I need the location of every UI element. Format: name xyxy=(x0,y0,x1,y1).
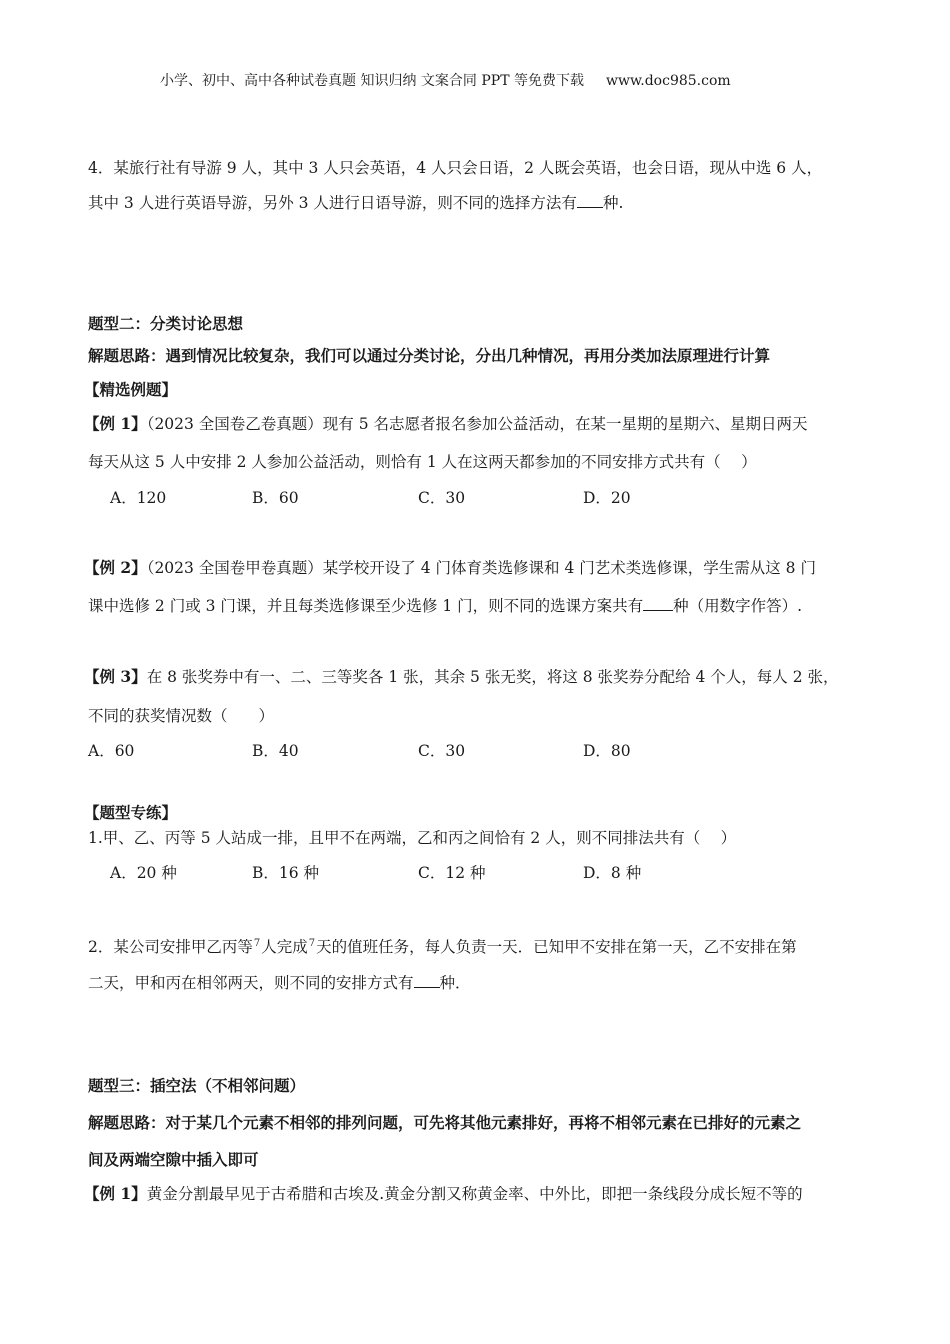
q4-line2-text: 其中 3 人进行英语导游，另外 3 人进行日语导游，则不同的选择方法有 xyxy=(88,194,577,212)
q4-line2-end: 种. xyxy=(602,194,624,212)
answer-blank[interactable] xyxy=(577,193,603,208)
option-d[interactable]: D．8 种 xyxy=(583,864,642,882)
ex1-text: （2023 全国卷乙卷真题）现有 5 名志愿者报名参加公益活动，在某一星期的星期六、星期日两天 xyxy=(146,415,808,433)
ex2-line1 xyxy=(84,558,816,578)
option-c[interactable]: C．12 种 xyxy=(418,864,486,882)
option-d[interactable]: D．80 xyxy=(583,742,631,760)
option-a[interactable]: A．60 xyxy=(88,742,135,760)
p2-text-b: 人完成 xyxy=(261,938,308,956)
section3-idea-line2: 间及两端空隙中插入即可 xyxy=(88,1150,259,1169)
ex2-line2 xyxy=(88,596,802,616)
ex2-line2-text: 课中选修 2 门或 3 门课，并且每类选修课至少选修 1 门，则不同的选课方案共有 xyxy=(88,597,644,615)
p2-line2-text: 二天，甲和丙在相邻两天，则不同的安排方式有 xyxy=(88,974,414,992)
option-c[interactable]: C．30 xyxy=(418,489,466,507)
option-d[interactable]: D．20 xyxy=(583,489,631,507)
q4-line1: 4．某旅行社有导游 9 人，其中 3 人只会英语，4 人只会日语，2 人既会英语，也会日语，现从中选 6 人， xyxy=(88,159,823,177)
ex1-line2: 每天从这 5 人中安排 2 人参加公益活动，则恰有 1 人在这两天都参加的不同安排方式共有（ ） xyxy=(88,453,757,471)
p2-text-c: 天的值班任务，每人负责一天．已知甲不安排在第一天，乙不安排在第 xyxy=(316,938,797,956)
s3-ex1-tag: 【例 1】 xyxy=(84,1184,147,1203)
page-header xyxy=(160,70,731,90)
p1-text: 1.甲、乙、丙等 5 人站成一排，且甲不在两端，乙和丙之间恰有 2 人，则不同排法共有（ ） xyxy=(88,829,737,847)
ex1-tag: 【例 1】 xyxy=(84,414,147,433)
ex3-text: 在 8 张奖券中有一、二、三等奖各 1 张，其余 5 张无奖，将这 8 张奖券分配给 4 个人，每人 2 张， xyxy=(146,668,839,686)
section2-idea: 解题思路：遇到情况比较复杂，我们可以通过分类讨论，分出几种情况，再用分类加法原理进行计算 xyxy=(88,346,771,365)
p2-line2 xyxy=(88,973,471,993)
ex2-line2-end: 种（用数字作答）. xyxy=(673,597,803,615)
q4-line2 xyxy=(88,193,623,213)
option-b[interactable]: B．16 种 xyxy=(252,864,320,882)
practice-heading: 【题型专练】 xyxy=(84,803,178,822)
s3-ex1-line1 xyxy=(84,1184,803,1204)
option-a[interactable]: A．20 种 xyxy=(110,864,177,882)
ex3-line2: 不同的获奖情况数（ ） xyxy=(88,707,275,725)
ex3-line1 xyxy=(84,667,838,687)
header-url[interactable]: www.doc985.com xyxy=(605,73,731,89)
p2-text-a: 2．某公司安排甲乙丙等 xyxy=(88,938,253,956)
option-b[interactable]: B．40 xyxy=(252,742,299,760)
s3-ex1-text: 黄金分割最早见于古希腊和古埃及.黄金分割又称黄金率、中外比，即把一条线段分成长短不等的 xyxy=(146,1185,803,1203)
header-text: 小学、初中、高中各种试卷真题 知识归纳 文案合同 PPT 等免费下载 xyxy=(160,73,584,89)
ex2-tag: 【例 2】 xyxy=(84,558,147,577)
answer-blank[interactable] xyxy=(643,596,673,611)
option-b[interactable]: B．60 xyxy=(252,489,299,507)
section2-title: 题型二：分类讨论思想 xyxy=(88,314,244,333)
p2-line1 xyxy=(88,934,797,957)
option-c[interactable]: C．30 xyxy=(418,742,466,760)
ex1-line1 xyxy=(84,414,808,434)
section3-title: 题型三：插空法（不相邻问题） xyxy=(88,1076,306,1095)
p2-sup2: 7 xyxy=(308,938,316,949)
answer-blank[interactable] xyxy=(414,973,440,988)
ex2-text: （2023 全国卷甲卷真题）某学校开设了 4 门体育类选修课和 4 门艺术类选修课，学生需从这 8 门 xyxy=(146,559,816,577)
p2-line2-end: 种． xyxy=(439,974,471,992)
section3-idea-line1: 解题思路：对于某几个元素不相邻的排列问题，可先将其他元素排好，再将不相邻元素在已排好的元素之 xyxy=(88,1113,802,1132)
option-a[interactable]: A．120 xyxy=(110,489,167,507)
p2-sup1: 7 xyxy=(253,938,261,949)
examples-heading: 【精选例题】 xyxy=(84,380,178,399)
ex3-tag: 【例 3】 xyxy=(84,667,147,686)
